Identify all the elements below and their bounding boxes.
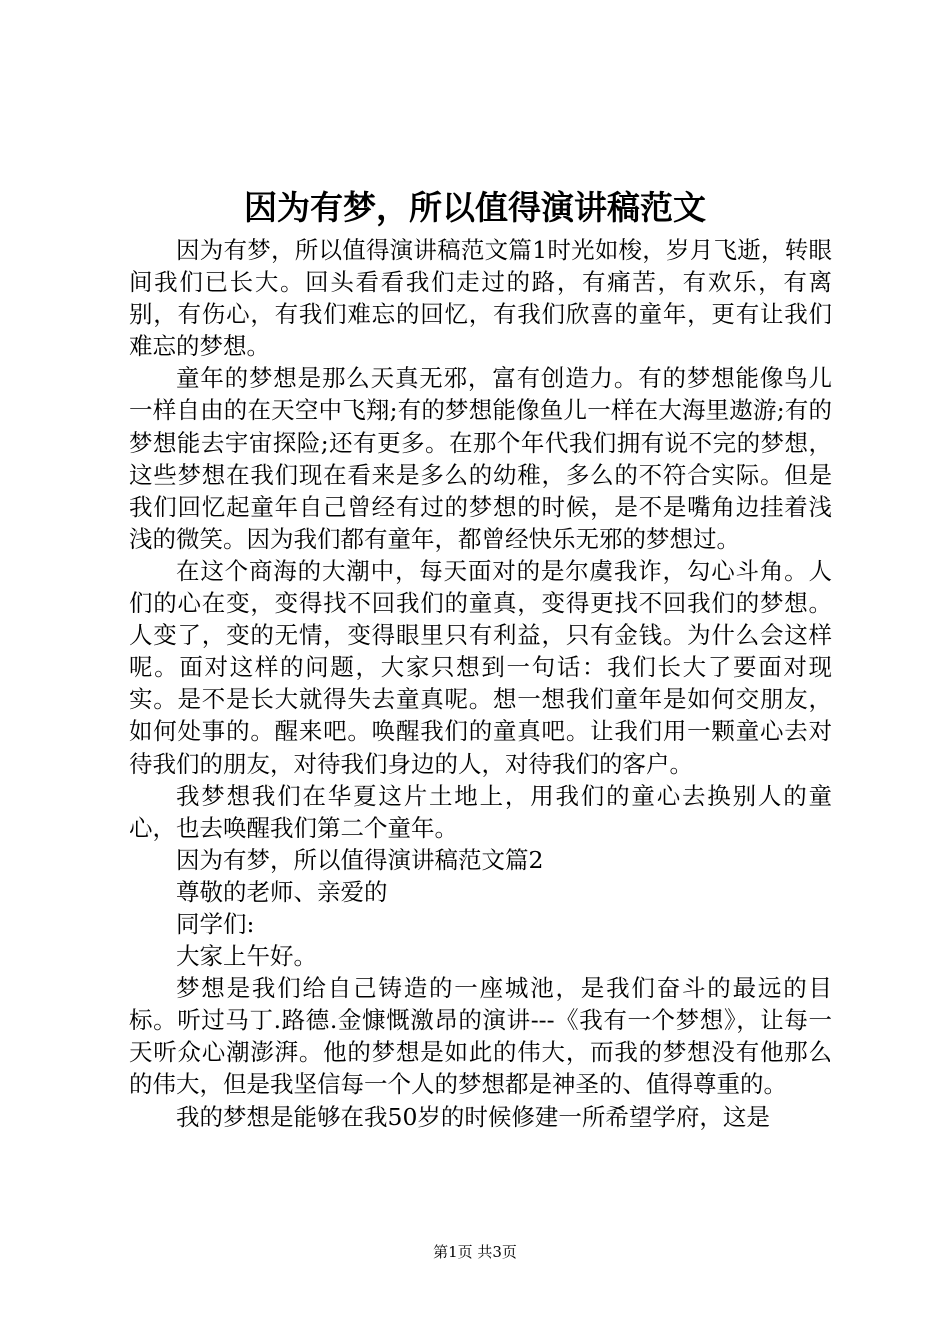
paragraph: 大家上午好。: [176, 942, 317, 971]
paragraph: 同学们:: [176, 909, 255, 938]
paragraph: 童年的梦想是那么天真无邪，富有创造力。有的梦想能像鸟儿一样自由的在天空中飞翔;有的梦想能像鱼儿一样在大海里遨游;有的梦想能去宇宙探险;还有更多。在那个年代我们拥有说不完的梦想，这些梦想在我们现在看来是多么的幼稚，多么的不符合实际。但是我们回忆起童年自己曾经有过的梦想的时候，是不是嘴角边挂着浅浅的微笑。因为我们都有童年，都曾经快乐无邪的梦想过。: [129, 364, 832, 553]
paragraph: 我梦想我们在华夏这片土地上，用我们的童心去换别人的童心，也去唤醒我们第二个童年。: [129, 781, 832, 842]
paragraph: 尊敬的老师、亲爱的: [176, 877, 388, 906]
paragraph: 因为有梦，所以值得演讲稿范文篇1时光如梭，岁月飞逝，转眼间我们已长大。回头看看我们走过的路，有痛苦，有欢乐，有离别，有伤心，有我们难忘的回忆，有我们欣喜的童年，更有让我们难忘的梦想。: [129, 236, 832, 361]
section-heading: 因为有梦，所以值得演讲稿范文篇2: [176, 845, 544, 874]
paragraph: 我的梦想是能够在我50岁的时候修建一所希望学府，这是: [176, 1102, 770, 1131]
document-title: 因为有梦，所以值得演讲稿范文: [244, 188, 706, 227]
paragraph: 在这个商海的大潮中，每天面对的是尔虞我诈，勾心斗角。人们的心在变，变得找不回我们的童真，变得更找不回我们的梦想。人变了，变的无情，变得眼里只有利益，只有金钱。为什么会这样呢。面对这样的问题，大家只想到一句话：我们长大了要面对现实。是不是长大就得失去童真呢。想一想我们童年是如何交朋友，如何处事的。醒来吧。唤醒我们的童真吧。让我们用一颗童心去对待我们的朋友，对待我们身边的人，对待我们的客户。: [129, 556, 832, 778]
page-number-footer: 第1页 共3页: [433, 1243, 517, 1261]
paragraph: 梦想是我们给自己铸造的一座城池，是我们奋斗的最远的目标。听过马丁.路德.金慷慨激昂的演讲---《我有一个梦想》，让每一天听众心潮澎湃。他的梦想是如此的伟大，而我的梦想没有他那么的伟大，但是我坚信每一个人的梦想都是神圣的、值得尊重的。: [129, 974, 832, 1099]
document-body: [129, 234, 832, 1133]
